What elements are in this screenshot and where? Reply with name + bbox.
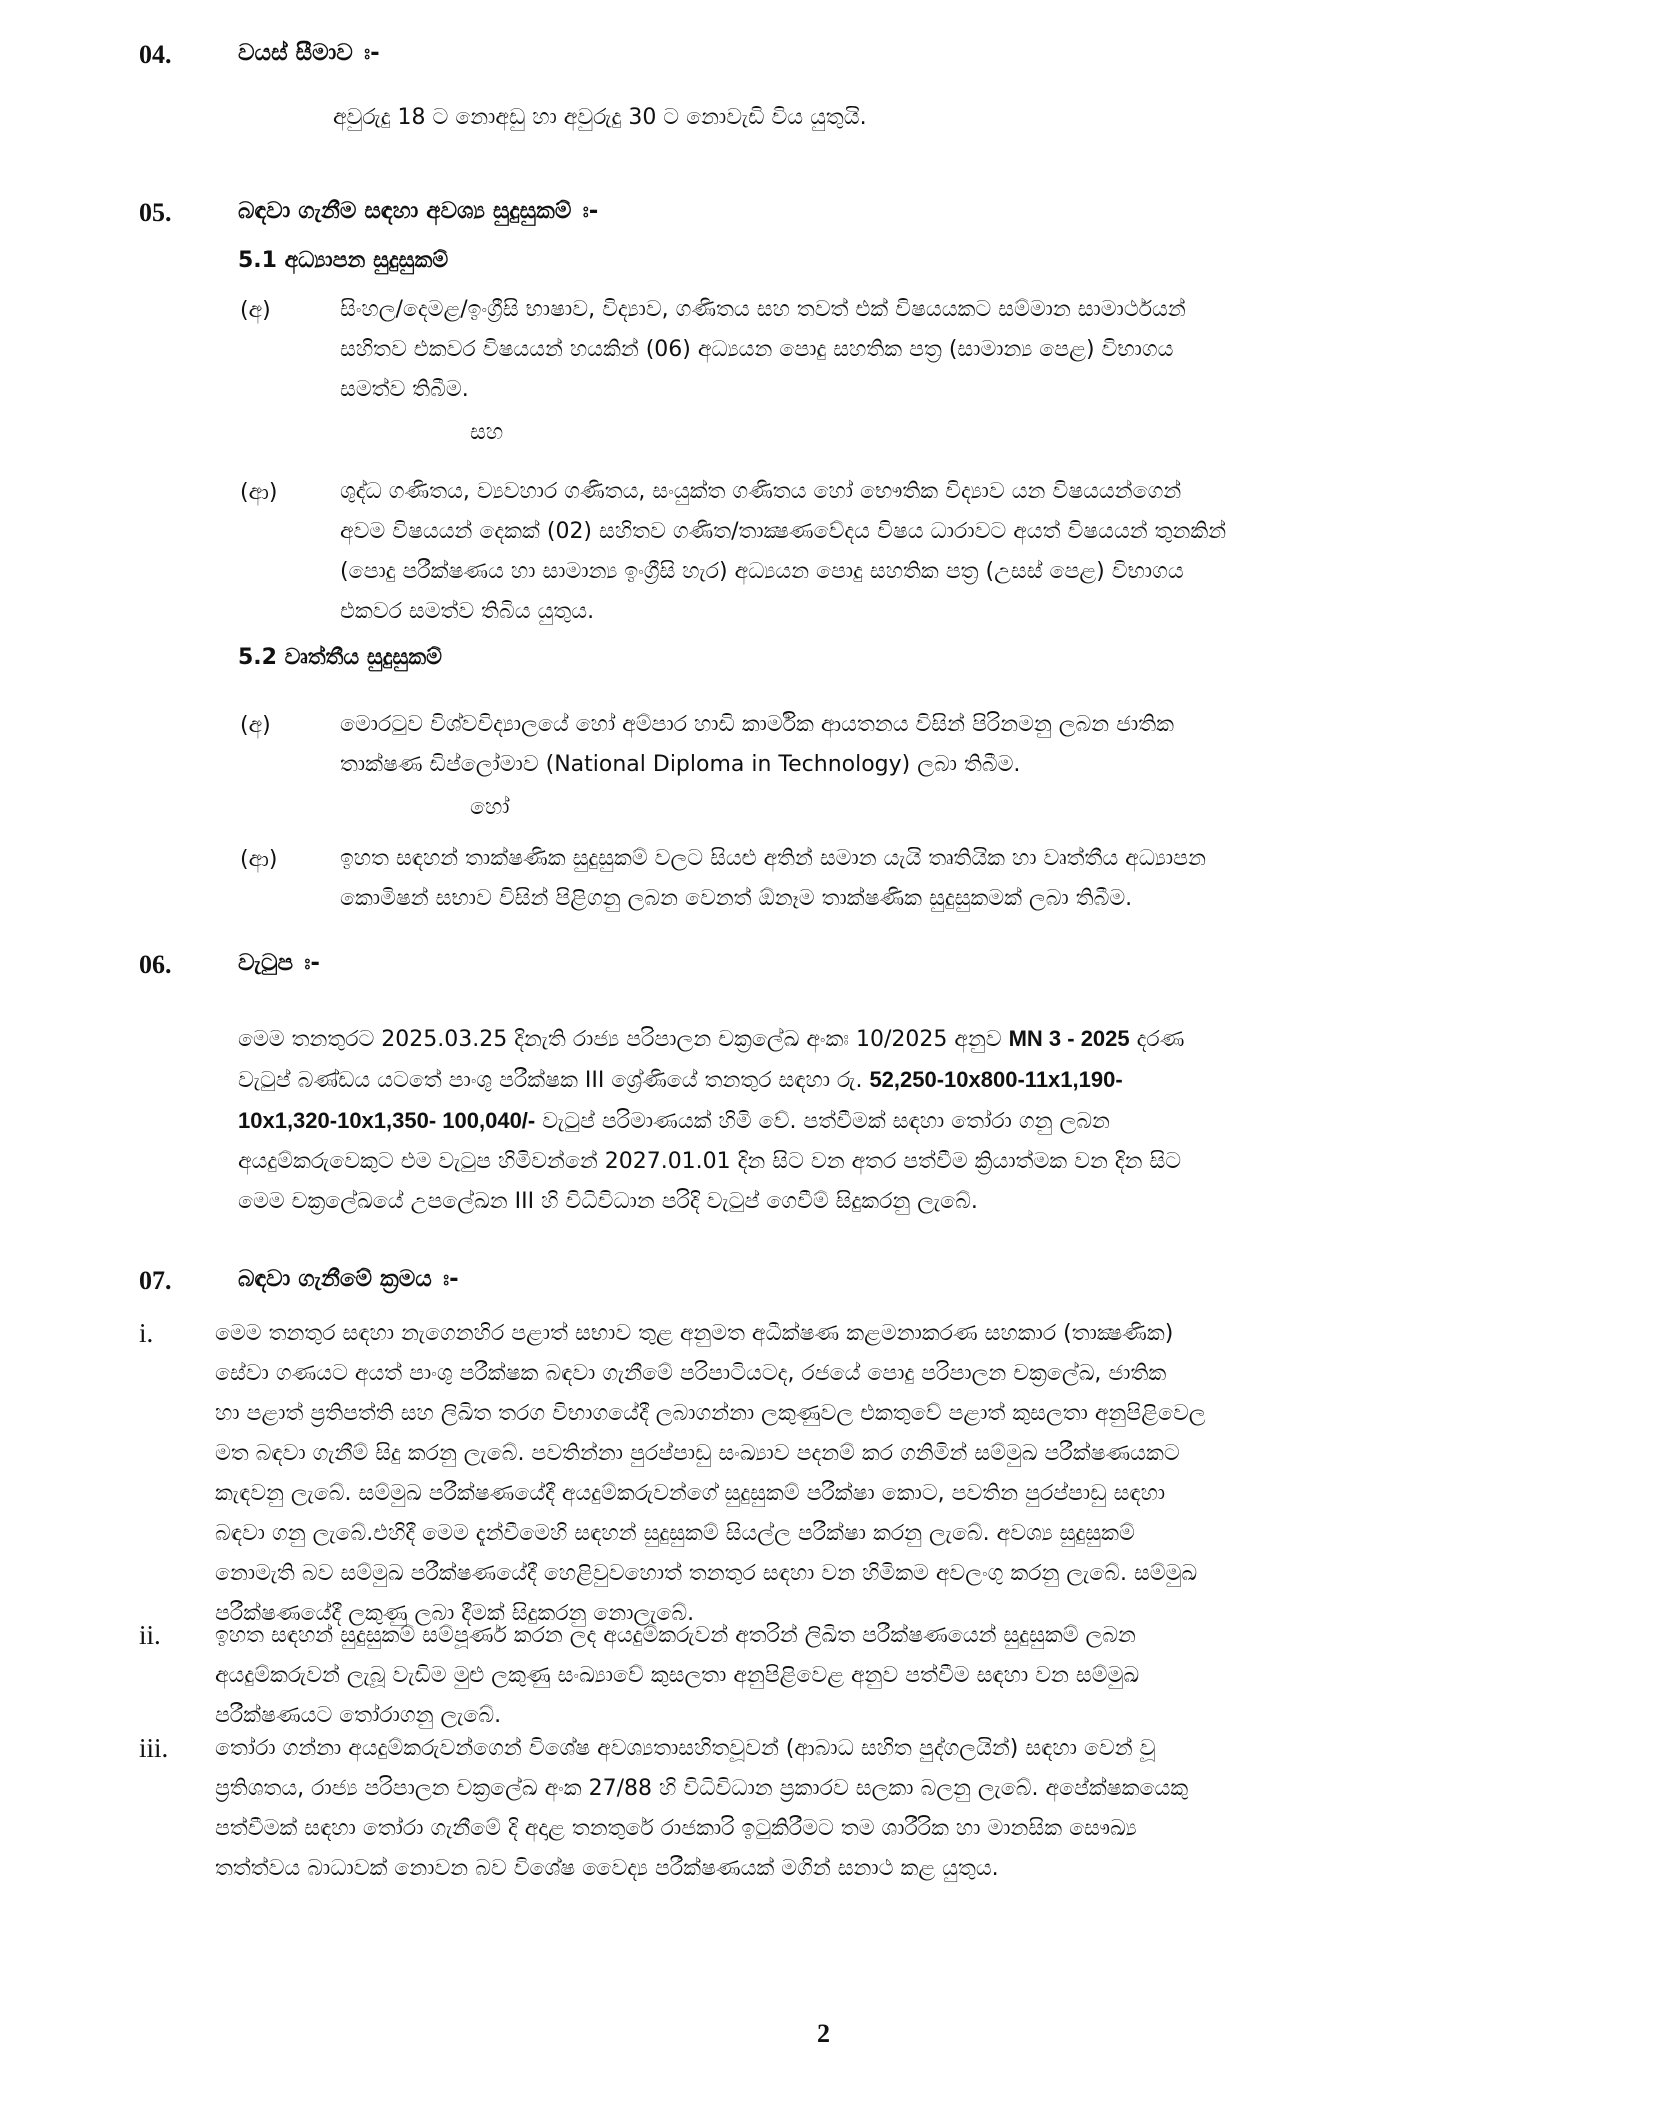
recruitment-item-i: මෙම තනතුර සඳහා නැගෙනහිර පළාත් සභාව තුළ අනුමත අධීක්ෂණ කළමනාකරණ සහකාර (තාක්‍ෂණික) සේවා ගණයට අයත් පාංශු පරීක්ෂක බඳවා ගැනීමේ පරිපාටියටද, රජයේ පොදු පරිපාලන චක්‍රලේඛ, ජාතික හා පළාත් ප්‍රතිපත්ති සහ ලිඛිත තරග විභාගයේදී ලබාගන්නා ලකුණුවල එකතුවේ පළාත් කුසලතා අනුපිළිවෙල මත බඳවා ගැනීම් සිදු කරනු ලැබේ. පවතින්නා පුරප්පාඩු සංඛ්‍යාව පදනම් කර ගනිමින් සම්මුඛ පරීක්ෂණයකට කැඳවනු ලැබේ. සම්මුඛ පරීක්ෂණයේදී අයදුම්කරුවන්ගේ සුදුසුකම් පරීක්ෂා කොට, පවතින පුරප්පාඩු සඳහා බඳවා ගනු ලැබේ.එහිදී මෙම දැන්වීමෙහි සඳහන් සුදුසුකම් සියල්ල පරීක්ෂා කරනු ලැබේ. අවශ්‍ය සුදුසුකම් නොමැති බව සම්මුඛ පරීක්ෂණයේදී හෙළිවුවහොත් තනතුර සඳහා වන හිමිකම අවලංගු කරනු ලැබේ. සම්මුඛ පරීක්ෂණයේදී ලකුණු ලබා දීමක් සිදුකරනු නොලැබේ.: [215, 1321, 1206, 1626]
section-04-title: වයස් සීමාව ඃ-: [238, 40, 380, 66]
subsection-5-2-title: 5.2 වෘත්තීය සුදුසුකම්: [238, 645, 442, 670]
item-marker-ii: ii.: [139, 1620, 161, 1650]
item-marker: (අ): [240, 298, 271, 323]
section-04-body: අවුරුදු 18 ට නොඅඩු හා අවුරුදු 30 ට නොවැඩි විය යුතුයි.: [333, 105, 867, 130]
qualification-5-1-a: සිංහල/දෙමළ/ඉංග්‍රීසි භාෂාව, විද්‍යාව, ගණිතය සහ තවත් එක් විෂයයකට සම්මාන සාමාර්ථයන් සහිතව එකවර විෂයයන් හයකින් (06) අධ්‍යයන පොදු සහතික පත්‍ර (සාමාන්‍ය පෙළ) විභාගය සමත්ව තිබීම.: [340, 297, 1186, 402]
joiner-and: සහ: [470, 420, 504, 445]
qualification-5-1-aa: ශුද්ධ ගණිතය, ව්‍යවහාර ගණිතය, සංයුක්ත ගණිතය හෝ භෞතික විද්‍යාව යන විෂයයන්ගෙන් අවම විෂයයන් දෙකක් (02) සහිතව ගණිත/තාක්‍ෂණවේදය විෂය ධාරාවට අයත් විෂයයන් තුනකින් (පොදු පරීක්ෂණය හා සාමාන්‍ය ඉංග්‍රීසි හැර) අධ්‍යයන පොදු සහතික පත්‍ර (උසස් පෙළ) විභාගය එකවර සමත්ව තිබිය යුතුය.: [340, 479, 1227, 624]
section-06-number: 06.: [139, 950, 172, 979]
subsection-5-1-title: 5.1 අධ්‍යාපන සුදුසුකම්: [238, 248, 449, 273]
section-04-number: 04.: [139, 40, 172, 69]
section-05-number: 05.: [139, 198, 172, 227]
qualification-5-2-aa: ඉහත සඳහන් තාක්ෂණික සුදුසුකම් වලට සියළු අතින් සමාන යැයි තෘතියික හා වෘත්තීය අධ්‍යාපන කොමිෂන් සභාව විසින් පිළිගනු ලබන වෙනත් ඕනෑම තාක්ෂණික සුදුසුකමක් ලබා තිබීම.: [340, 846, 1206, 911]
section-07-title: බඳවා ගැනීමේ ක්‍රමය ඃ-: [238, 1266, 459, 1292]
item-marker-iii: iii.: [139, 1733, 169, 1763]
section-05-title: බඳවා ගැනීම සඳහා අවශ්‍ය සුදුසුකම් ඃ-: [238, 198, 599, 224]
page-number: 2: [817, 2019, 830, 2048]
joiner-or: හෝ: [470, 795, 510, 820]
salary-paragraph: මෙම තනතුරට 2025.03.25 දිනැති රාජ්‍ය පරිපාලන චක්‍රලේඛ අංකඃ 10/2025 අනුව MN 3 - 2025 දරණ වැටුප් බණ්ඩය යටතේ පාංශු පරීක්ෂක III ශ්‍රේණියේ තනතුර සඳහා රු. 52,250-10x800-11x1,190- 10x1,320-10x1,350- 100,040/- වැටුප් පරිමාණයක් හිමි වේ. පත්වීමක් සඳහා තෝරා ගනු ලබන අයදුම්කරුවෙකුට එම වැටුප හිමිවන්නේ 2027.01.01 දින සිට වන අතර පත්වීම ක්‍රියාත්මක වන දින සිට මෙම චක්‍රලේඛයේ උපලේඛන III හි විධිවිධාන පරිදි වැටුප් ගෙවීම් සිදුකරනු ලැබේ.: [238, 1026, 1185, 1214]
qualification-5-2-a: මොරටුව විශ්වවිද්‍යාලයේ හෝ අම්පාර හාඩි කාර්මික ආයතනය විසින් පිරිනමනු ලබන ජාතික තාක්ෂණ ඩිප්ලෝමාව (National Diploma in Technology) ලබා තිබීම.: [340, 712, 1174, 777]
section-06-title: වැටුප ඃ-: [238, 950, 320, 976]
item-marker: (ආ): [240, 847, 278, 872]
recruitment-item-iii: තෝරා ගන්නා අයදුම්කරුවන්ගෙන් විශේෂ අවශ්‍යතාසහිතවූවන් (ආබාධ සහිත පුද්ගලයින්) සඳහා වෙන් වූ ප්‍රතිශතය, රාජ්‍ය පරිපාලන චක්‍රලේඛ අංක 27/88 හි විධිවිධාන ප්‍රකාරව සලකා බලනු ලැබේ. අපේක්ෂකයෙකු පත්වීමක් සඳහා තෝරා ගැනීමේ දි අදාළ තනතුරේ රාජකාරි ඉටුකිරීමට තම ශාරීරික හා මානසික සෞඛ්‍ය තත්ත්වය බාධාවක් නොවන බව විශේෂ වෛද්‍ය පරීක්ෂණයක් මගින් සනාථ කළ යුතුය.: [215, 1736, 1189, 1881]
item-marker: (ආ): [240, 480, 278, 505]
item-marker: (අ): [240, 713, 271, 738]
recruitment-item-ii: ඉහත සඳහන් සුදුසුකම් සම්පූර්ණ කරන ලද අයදුම්කරුවන් අතරින් ලිඛිත පරීක්ෂණයෙන් සුදුසුකම් ලබන අයදුම්කරුවන් ලැබූ වැඩිම මුළු ලකුණු සංඛ්‍යාවේ කුසලතා අනුපිළිවෙළ අනුව පත්වීම සඳහා වන සම්මුඛ පරීක්ෂණයට තෝරාගනු ලැබේ.: [215, 1623, 1140, 1728]
section-07-number: 07.: [139, 1266, 172, 1295]
item-marker-i: i.: [139, 1318, 154, 1348]
